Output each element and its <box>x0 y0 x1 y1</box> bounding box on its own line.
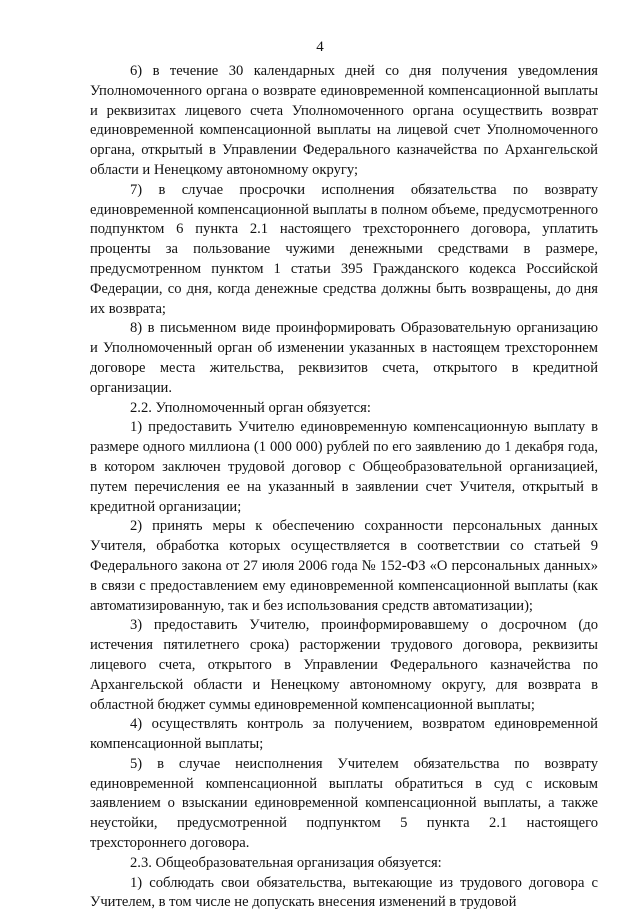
document-body <box>90 62 598 913</box>
paragraph-2-1-8: 8) в письменном виде проинформировать Образовательную организацию и Уполномоченный орган об изменении указанных в настоящем трехстороннем договоре места жительства, реквизитов счета, открытого в кредитной организации. <box>90 320 598 396</box>
paragraph-2-2-5: 5) в случае неисполнения Учителем обязательства по возврату единовременной компенсационной выплаты обратиться в суд с исковым заявлением о взыскании единовременной компенсационной выплаты, а также неустойки, предусмотренной подпунктом 5 пункта 2.1 настоящего трехстороннего договора. <box>90 755 598 852</box>
paragraph-2-1-7: 7) в случае просрочки исполнения обязательства по возврату единовременной компенсационной выплаты в полном объеме, предусмотренного подпунктом 6 пункта 2.1 настоящего трехстороннего договора, уплатить проценты за пользование чужими денежными средствами в размере, предусмотренном пунктом 1 статьи 395 Гражданского кодекса Российской Федерации, со дня, когда денежные средства должны быть возвращены, до дня их возврата; <box>90 181 598 317</box>
section-heading-2-2: 2.2. Уполномоченный орган обязуется: <box>130 399 371 416</box>
paragraph-2-2-1: 1) предоставить Учителю единовременную компенсационную выплату в размере одного миллиона (1 000 000) рублей по его заявлению до 1 декабря года, в котором заключен трудовой договор с Общеобразовательной организацией, путем перечисления ее на указанный в заявлении счет Учителя, открытый в кредитной организации; <box>90 419 598 515</box>
paragraph-2-2-2: 2) принять меры к обеспечению сохранности персональных данных Учителя, обработка которых осуществляется в соответствии со статьей 9 Федерального закона от 27 июля 2006 года № 152-ФЗ «О персональных данных» в связи с предоставлением ему единовременной компенсационной выплаты (как автоматизированную, так и без использования средств автоматизации); <box>90 518 598 614</box>
paragraph-2-2-4: 4) осуществлять контроль за получением, возвратом единовременной компенсационной выплаты; <box>90 716 598 753</box>
page-number: 4 <box>316 39 324 55</box>
paragraph-2-2-3: 3) предоставить Учителю, проинформировавшему о досрочном (до истечения пятилетнего срока) расторжении трудового договора, реквизиты лицевого счета, открытого в Управлении Федерального казначейства по Архангельской области и Ненецкому автономному округу, для возврата в областной бюджет суммы единовременной компенсационной выплаты; <box>90 617 598 713</box>
paragraph-2-3-1: 1) соблюдать свои обязательства, вытекающие из трудового договора с Учителем, в том числе не допускать внесения изменений в трудовой <box>90 874 598 911</box>
section-heading-2-3: 2.3. Общеобразовательная организация обязуется: <box>130 854 442 871</box>
paragraph-2-1-6: 6) в течение 30 календарных дней со дня получения уведомления Уполномоченного органа о возврате единовременной компенсационной выплаты и реквизитах лицевого счета Уполномоченного органа осуществить возврат единовременной компенсационной выплаты на лицевой счет Уполномоченного органа, открытый в Управлении Федерального казначейства по Архангельской области и Ненецкому автономному округу; <box>90 63 598 178</box>
